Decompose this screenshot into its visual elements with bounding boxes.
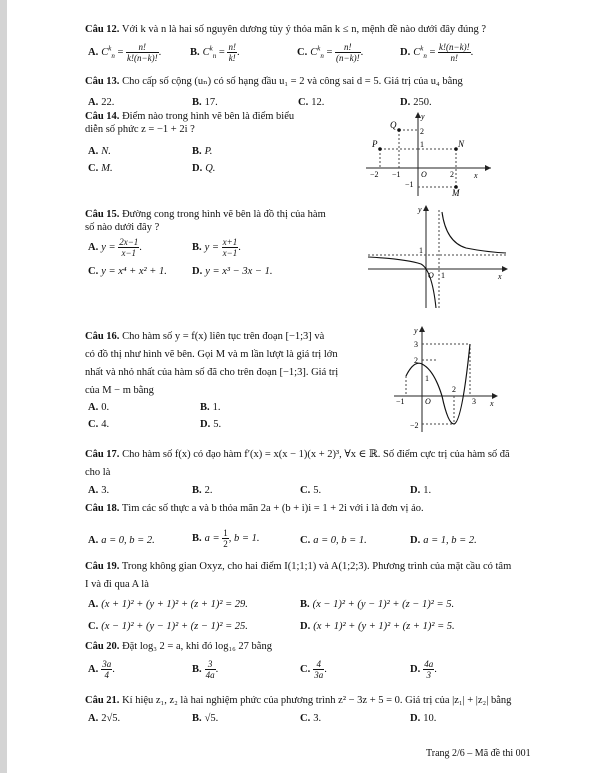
label-n: N xyxy=(458,139,465,149)
label-q: Q xyxy=(390,120,397,130)
q12-option-a: A. $C^k_n$ = $\frac{n!}{k!(n-k)!}$ . xyxy=(88,42,162,63)
question-12 xyxy=(85,23,486,36)
q16-option-d: D. 5. xyxy=(200,419,222,430)
q14-option-c: C. M. xyxy=(88,163,113,174)
q16-option-a: A. 0. xyxy=(88,402,110,413)
question-15-line2: số nào dưới đây ? xyxy=(85,222,160,233)
svg-text:x: x xyxy=(498,272,502,281)
scan-edge xyxy=(0,0,7,773)
label-p: P xyxy=(372,139,378,149)
question-text: Với k và n là hai số nguyên dương tùy ý thỏa mãn k ≤ n, mệnh đề nào dưới đây đúng ? xyxy=(121,24,487,35)
svg-text:1: 1 xyxy=(441,271,445,280)
q21-option-a: A. 2√5. xyxy=(88,713,121,724)
question-16-line3: nhất và nhỏ nhất của hàm số đã cho trên đoạn [−1;3]. Giá trị xyxy=(85,367,339,378)
q19-option-a: A. (x + 1)² + (y + 1)² + (z + 1)² = 29. xyxy=(88,599,248,610)
q14-option-a: A. N. xyxy=(88,146,111,157)
question-13: Câu 13. Cho cấp số cộng (uₙ) có số hạng đầu u₁ = 2 và công sai d = 5. Giá trị của u₄ bằng xyxy=(85,76,463,87)
q19-option-d: D. (x + 1)² + (y + 1)² + (z + 1)² = 5. xyxy=(300,621,455,632)
q20-option-a: A. $\frac{3a}{4}$ . xyxy=(88,659,115,680)
q16-option-c: C. 4. xyxy=(88,419,110,430)
question-16-line4: của M − m bằng xyxy=(85,385,154,396)
q12-option-c: C. $C^k_n$ = $\frac{n!}{(n-k)!}$ . xyxy=(297,42,364,63)
q14-option-d: D. Q. xyxy=(192,163,216,174)
q16-option-b: B. 1. xyxy=(200,402,221,413)
point-p xyxy=(378,147,382,151)
q17-option-d: D. 1. xyxy=(410,485,432,496)
q15-option-a: A. y = $\frac{2x-1}{x-1}$ . xyxy=(88,237,142,258)
q21-option-b: B. √5. xyxy=(192,713,219,724)
q13-option-c: C. 12. xyxy=(298,97,325,108)
tick-y-1: 1 xyxy=(420,140,424,149)
q17-option-b: B. 2. xyxy=(192,485,213,496)
question-17-line2: cho là xyxy=(85,467,111,478)
page-footer: Trang 2/6 – Mã đề thi 001 xyxy=(426,748,531,759)
hyperbola-right-branch xyxy=(442,212,506,253)
x-axis-arrow xyxy=(485,165,491,171)
question-20: Câu 20. Đặt log₃ 2 = a, khi đó log₁₆ 27 bằng xyxy=(85,641,272,652)
q18-option-c: C. a = 0, b = 1. xyxy=(300,535,367,546)
label-m: M xyxy=(452,188,460,196)
svg-text:3: 3 xyxy=(414,340,418,349)
question-16: Câu 16. Cho hàm số y = f(x) liên tục trên đoạn [−1;3] và xyxy=(85,331,325,342)
question-19-line2: I và đi qua A là xyxy=(85,579,149,590)
question-label: Câu 12. xyxy=(85,24,120,35)
q15-option-d: D. y = x³ − 3x − 1. xyxy=(192,266,273,277)
tick-y-minus-1: −1 xyxy=(405,180,414,189)
q13-option-b: B. 17. xyxy=(192,97,218,108)
question-17: Câu 17. Cho hàm số f(x) có đạo hàm f′(x) = x(x − 1)(x + 2)³, ∀x ∈ ℝ. Số điểm cực trị của hàm số đã xyxy=(85,449,510,460)
q21-option-d: D. 10. xyxy=(410,713,437,724)
q17-option-a: A. 3. xyxy=(88,485,110,496)
q16-function-graph xyxy=(392,324,502,436)
q20-option-b: B. $\frac{3}{4a}$ . xyxy=(192,659,219,680)
svg-text:y: y xyxy=(414,326,418,335)
label-x: x xyxy=(474,171,478,180)
tick-x-2: 2 xyxy=(450,170,454,179)
q15-option-c: C. y = x⁴ + x² + 1. xyxy=(88,266,167,277)
q12-option-d: D. $C^k_n$ = $\frac{k!(n-k)!}{n!}$ . xyxy=(400,42,474,63)
q19-option-c: C. (x − 1)² + (y − 1)² + (z − 1)² = 25. xyxy=(88,621,248,632)
question-15: Câu 15. Đường cong trong hình vẽ bên là đồ thị của hàm xyxy=(85,209,326,220)
q13-option-a: A. 22. xyxy=(88,97,115,108)
question-14: Câu 14. Điểm nào trong hình vẽ bên là điểm biểu xyxy=(85,111,295,122)
q15-hyperbola-figure xyxy=(366,202,512,312)
tick-x-minus-1: −1 xyxy=(392,170,401,179)
tick-y-2: 2 xyxy=(420,127,424,136)
svg-text:−1: −1 xyxy=(396,397,405,406)
tick-x-minus-2: −2 xyxy=(370,170,379,179)
q20-option-c: C. $\frac{4}{3a}$ . xyxy=(300,659,327,680)
label-y: y xyxy=(421,112,425,121)
q18-option-a: A. a = 0, b = 2. xyxy=(88,535,155,546)
q18-option-d: D. a = 1, b = 2. xyxy=(410,535,477,546)
svg-text:−2: −2 xyxy=(410,421,419,430)
q13-option-d: D. 250. xyxy=(400,97,432,108)
svg-text:O: O xyxy=(425,397,431,406)
question-16-line2: có đồ thị như hình vẽ bên. Gọi M và m lần lượt là giá trị lớn xyxy=(85,349,338,360)
svg-text:O: O xyxy=(428,271,434,280)
q17-option-c: C. 5. xyxy=(300,485,322,496)
svg-text:x: x xyxy=(490,399,494,408)
q15-option-b: B. y = $\frac{x+1}{x-1}$ . xyxy=(192,237,241,258)
svg-text:2: 2 xyxy=(414,356,418,365)
svg-text:3: 3 xyxy=(472,397,476,406)
label-origin: O xyxy=(421,170,427,179)
svg-text:1: 1 xyxy=(425,374,429,383)
svg-text:1: 1 xyxy=(419,246,423,255)
question-18: Câu 18. Tìm các số thực a và b thỏa mãn 2a + (b + i)i = 1 + 2i với i là đơn vị ảo. xyxy=(85,503,424,514)
question-21: Câu 21. Kí hiệu z₁, z₂ là hai nghiệm phức của phương trình z² − 3z + 5 = 0. Giá trị của |z₁| + |z₂| bằng xyxy=(85,695,512,706)
question-19: Câu 19. Trong không gian Oxyz, cho hai điểm I(1;1;1) và A(1;2;3). Phương trình của mặt cầu có tâm xyxy=(85,561,512,572)
q14-option-b: B. P. xyxy=(192,146,213,157)
q18-option-b: B. a = $\frac{1}{2}$ , b = 1. xyxy=(192,528,260,549)
q12-option-b: B. $C^k_n$ = $\frac{n!}{k!}$ . xyxy=(190,42,240,63)
question-14-line2: diễn số phức z = −1 + 2i ? xyxy=(85,124,195,135)
q14-complex-plane-figure xyxy=(366,110,496,196)
q19-option-b: B. (x − 1)² + (y − 1)² + (z − 1)² = 5. xyxy=(300,599,455,610)
q21-option-c: C. 3. xyxy=(300,713,322,724)
q20-option-d: D. $\frac{4a}{3}$ . xyxy=(410,659,437,680)
svg-text:y: y xyxy=(418,205,422,214)
svg-text:2: 2 xyxy=(452,385,456,394)
point-q xyxy=(397,128,401,132)
